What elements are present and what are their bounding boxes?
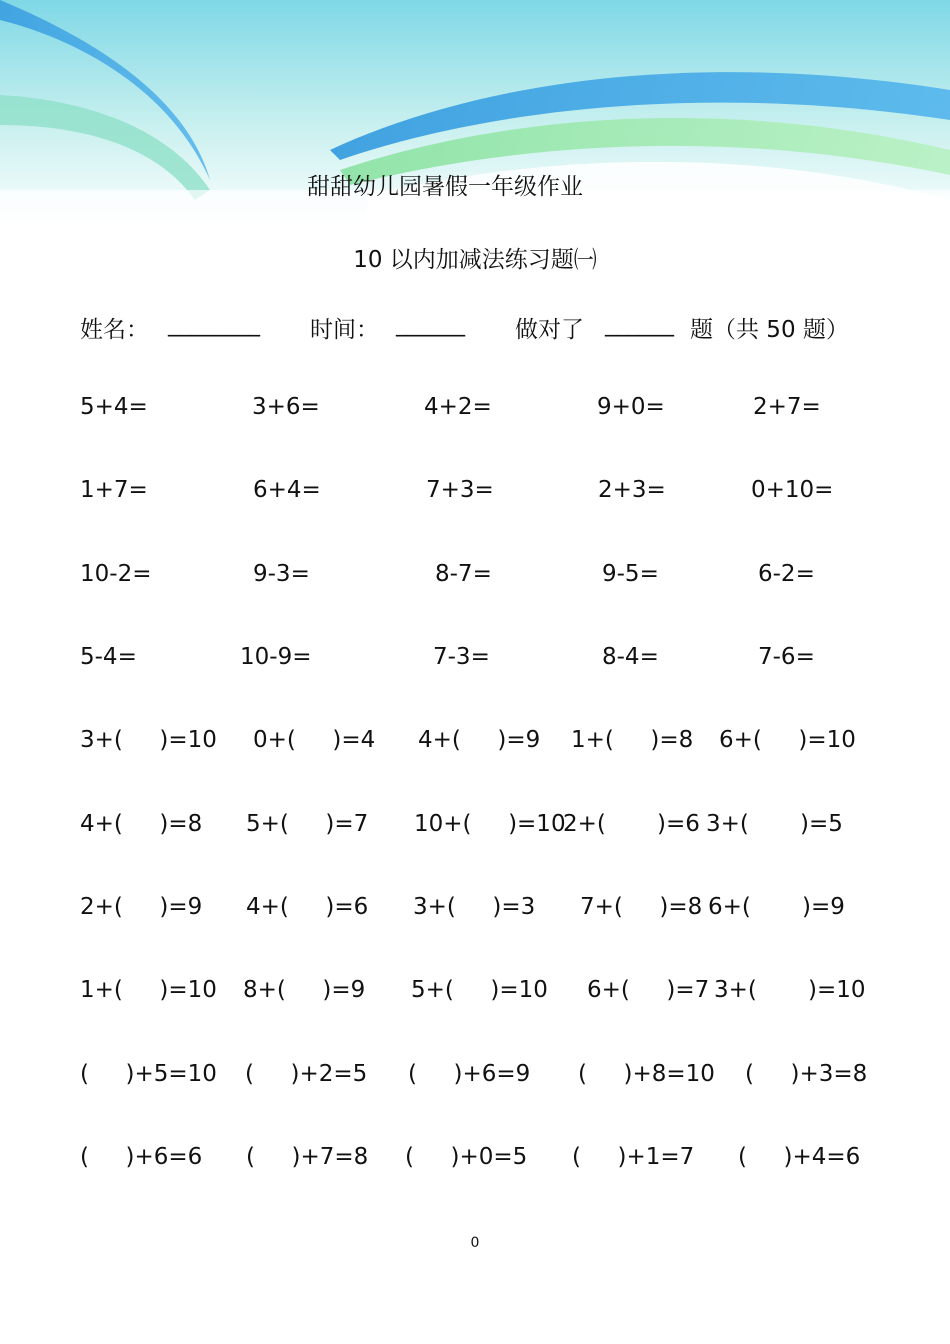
math-problem: 4+2= bbox=[424, 394, 492, 420]
math-problem: ( )+4=6 bbox=[738, 1144, 861, 1170]
math-problem: 6+( )=10 bbox=[719, 727, 856, 753]
math-problem: 8-4= bbox=[602, 644, 659, 670]
math-problem: 3+( )=5 bbox=[706, 811, 843, 837]
math-problem: ( )+8=10 bbox=[578, 1061, 715, 1087]
math-problem: 0+( )=4 bbox=[253, 727, 376, 753]
math-problem: 3+6= bbox=[252, 394, 320, 420]
math-problem: ( )+1=7 bbox=[572, 1144, 695, 1170]
math-problem: 4+( )=9 bbox=[418, 727, 541, 753]
page-number: 0 bbox=[470, 1235, 480, 1251]
math-problem: 6-2= bbox=[758, 561, 815, 587]
math-problem: ( )+2=5 bbox=[245, 1061, 368, 1087]
math-problem: 7+3= bbox=[426, 477, 494, 503]
math-problem: ( )+6=6 bbox=[80, 1144, 203, 1170]
math-problem: 8+( )=9 bbox=[243, 977, 366, 1003]
math-problem: 6+( )=9 bbox=[708, 894, 845, 920]
math-problem: 6+4= bbox=[253, 477, 321, 503]
math-problem: 9-3= bbox=[253, 561, 310, 587]
math-problem: 4+( )=6 bbox=[246, 894, 369, 920]
math-problem: 2+( )=9 bbox=[80, 894, 203, 920]
math-problem: 5+4= bbox=[80, 394, 148, 420]
total-label: 题（共 50 题） bbox=[690, 317, 849, 343]
math-problem: 5+( )=7 bbox=[246, 811, 369, 837]
math-problem: 7-3= bbox=[433, 644, 490, 670]
math-problem: 0+10= bbox=[751, 477, 834, 503]
math-problem: 2+3= bbox=[598, 477, 666, 503]
correct-blank: ______ bbox=[605, 311, 674, 337]
math-problem: 3+( )=10 bbox=[714, 977, 866, 1003]
worksheet-subtitle: 10 以内加减法练习题㈠ bbox=[353, 247, 597, 273]
math-problem: ( )+7=8 bbox=[246, 1144, 369, 1170]
math-problem: ( )+6=9 bbox=[408, 1061, 531, 1087]
math-problem: 10+( )=10 bbox=[414, 811, 566, 837]
math-problem: 6+( )=7 bbox=[587, 977, 710, 1003]
math-problem: 8-7= bbox=[435, 561, 492, 587]
name-label: 姓名： bbox=[80, 317, 149, 343]
math-problem: ( )+5=10 bbox=[80, 1061, 217, 1087]
math-problem: 3+( )=3 bbox=[413, 894, 536, 920]
math-problem: 10-9= bbox=[240, 644, 312, 670]
math-problem: 3+( )=10 bbox=[80, 727, 217, 753]
math-problem: 4+( )=8 bbox=[80, 811, 203, 837]
math-problem: 2+( )=6 bbox=[563, 811, 700, 837]
math-problem: 5-4= bbox=[80, 644, 137, 670]
math-problem: ( )+0=5 bbox=[405, 1144, 528, 1170]
math-problem: 2+7= bbox=[753, 394, 821, 420]
time-label: 时间： bbox=[310, 317, 379, 343]
math-problem: 9+0= bbox=[597, 394, 665, 420]
time-blank: ______ bbox=[396, 311, 465, 337]
name-blank: ________ bbox=[168, 311, 260, 337]
math-problem: 7+( )=8 bbox=[580, 894, 703, 920]
math-problem: 5+( )=10 bbox=[411, 977, 548, 1003]
math-problem: 1+( )=10 bbox=[80, 977, 217, 1003]
math-problem: 9-5= bbox=[602, 561, 659, 587]
math-problem: 10-2= bbox=[80, 561, 152, 587]
math-problem: 1+( )=8 bbox=[571, 727, 694, 753]
correct-label: 做对了 bbox=[515, 317, 584, 343]
math-problem: ( )+3=8 bbox=[745, 1061, 868, 1087]
worksheet-title: 甜甜幼儿园暑假一年级作业 bbox=[307, 174, 583, 200]
math-problem: 7-6= bbox=[758, 644, 815, 670]
math-problem: 1+7= bbox=[80, 477, 148, 503]
